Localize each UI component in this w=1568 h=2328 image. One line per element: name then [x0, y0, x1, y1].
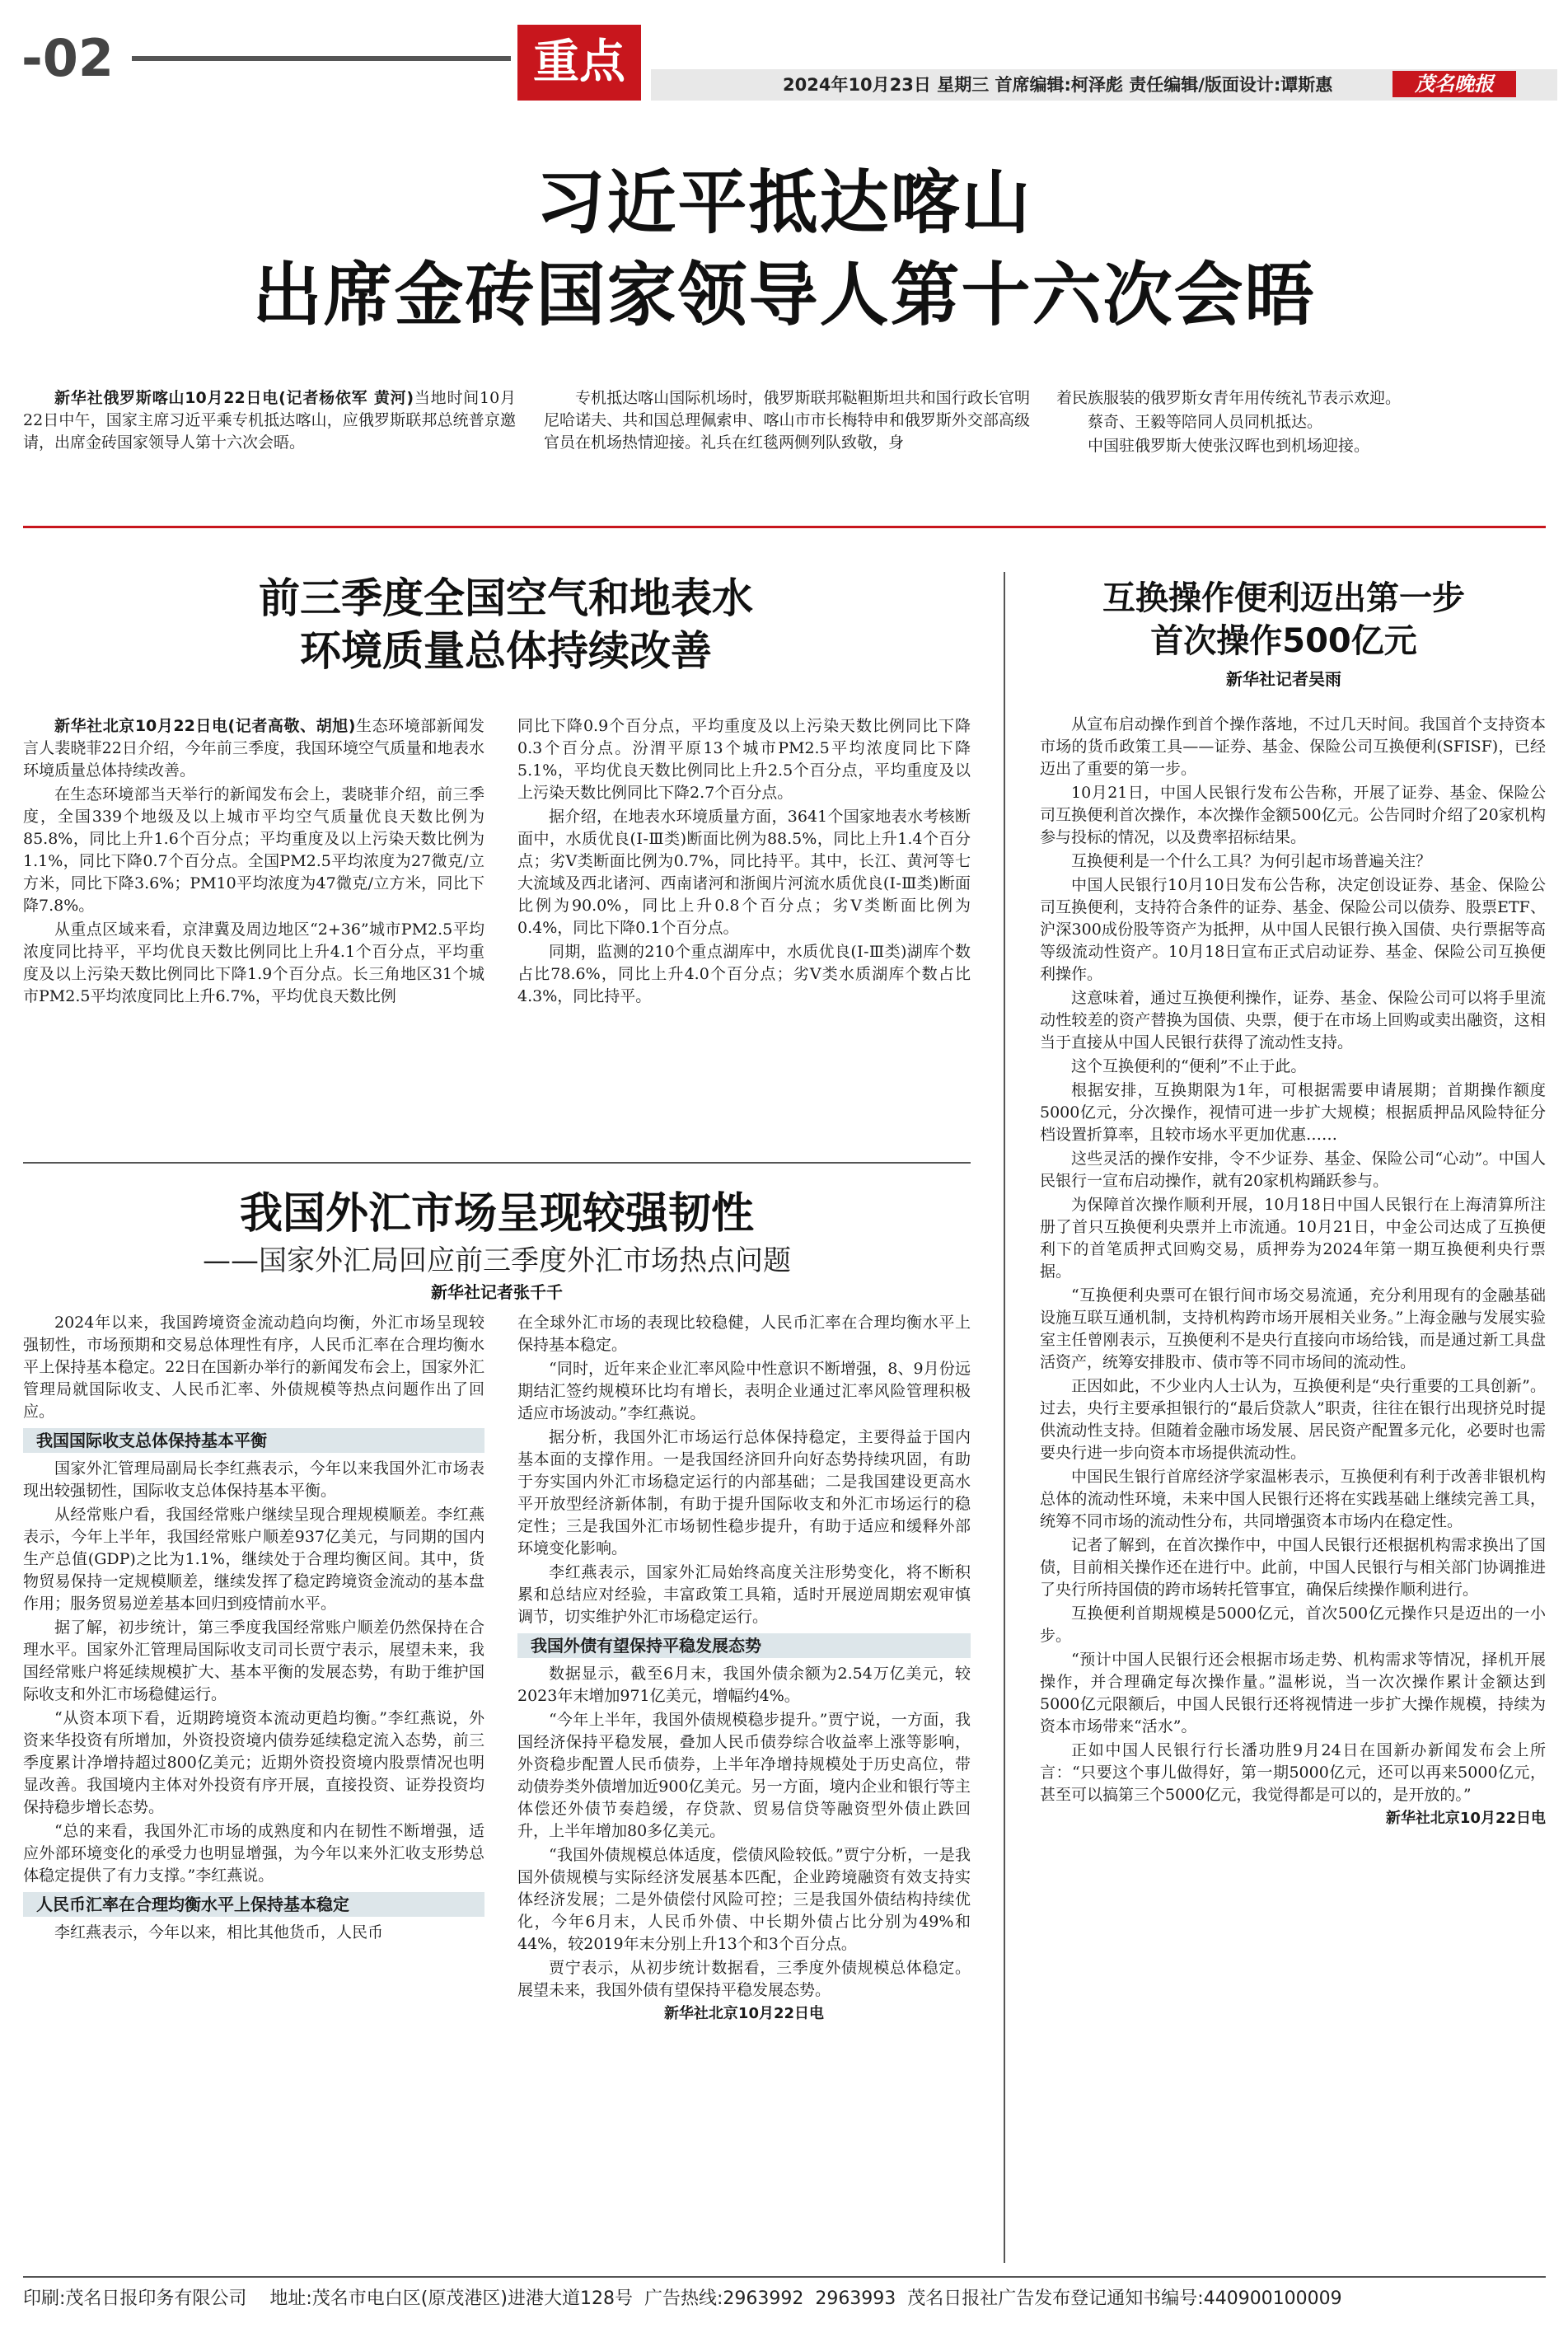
env-paragraph: 据介绍，在地表水环境质量方面，3641个国家地表水考核断面中，水质优良(Ⅰ-Ⅲ类)断面比例为88.5%，同比上升1.4个百分点；劣Ⅴ类断面比例为0.7%，同比持平。其中，长江、黄河等七大流域及西北诸河、西南诸河和浙闽片河流水质优良(Ⅰ-Ⅲ类)断面比例为90.0%，同比上升0.8个百分点；劣Ⅴ类断面比例为0.4%，同比下降0.1个百分点。	[517, 808, 971, 937]
forex-paragraph: 据分析，我国外汇市场运行总体保持稳定，主要得益于国内基本面的支撑作用。一是我国经济回升向好态势持续巩固，有助于夯实国内外汇市场稳定运行的内部基础；二是我国建设更高水平开放型经济新体制，有助于提升国际收支和外汇市场运行的稳定性；三是我国外汇市场韧性稳步提升，有助于适应和缓释外部环境变化影响。	[517, 1428, 971, 1557]
forex-paragraph: 在全球外汇市场的表现比较稳健，人民币汇率在合理均衡水平上保持基本稳定。	[517, 1314, 971, 1354]
swap-headline	[1022, 577, 1546, 663]
forex-col-2	[517, 1312, 971, 2251]
forex-author: 新华社记者张千千	[431, 1282, 563, 1302]
lead-col-2	[544, 387, 1030, 511]
swap-paragraph: 记者了解到，在首次操作中，中国人民银行还根据机构需求换出了国债，目前相关操作还在进行中。此前，中国人民银行与相关部门协调推进了央行所持国债的跨市场转托管事宜，确保后续操作顺利进行。	[1040, 1536, 1546, 1599]
env-dateline: 新华社北京10月22日电(记者高敬、胡旭)	[54, 717, 356, 735]
lead-col-1	[23, 387, 516, 511]
forex-paragraph: “今年上半年，我国外债规模稳步提升。”贾宁说，一方面，我国经济保持平稳发展，叠加人民币债券综合收益率上涨等影响，外资稳步配置人民币债券，上半年净增持规模处于历史高位，带动债券类外债增加近900亿美元。另一方面，境内企业和银行等主体偿还外债节奏趋缓，存贷款、贸易信贷等融资型外债止跌回升，上半年增加80多亿美元。	[517, 1711, 971, 1840]
masthead-logo: 茂名晚报	[1392, 71, 1516, 97]
env-col-2	[517, 715, 971, 1150]
env-headline-line1: 前三季度全国空气和地表水	[259, 574, 753, 622]
swap-paragraph: 这个互换便利的“便利”不止于此。	[1071, 1057, 1307, 1075]
forex-paragraph: 李红燕表示，国家外汇局始终高度关注形势变化，将不断积累和总结应对经验，丰富政策工具箱，适时开展逆周期宏观审慎调节，切实维护外汇市场稳定运行。	[517, 1563, 971, 1626]
env-col-1	[23, 715, 484, 1150]
lead-paragraph: 新华社俄罗斯喀山10月22日电(记者杨依军 黄河)当地时间10月22日中午，国家主席习近平乘专机抵达喀山，应俄罗斯联邦总统普京邀请，出席金砖国家领导人第十六次会晤。	[23, 389, 516, 452]
swap-paragraph: “互换便利央票可在银行间市场交易流通，充分利用现有的金融基础设施互联互通机制，支持机构跨市场开展相关业务。”上海金融与发展实验室主任曾刚表示，互换便利不是央行直接向市场给钱，而是通过新工具盘活资产，统筹安排股市、债市等不同市场间的流动性。	[1040, 1286, 1546, 1371]
swap-headline-line2: 首次操作500亿元	[1150, 622, 1417, 660]
env-paragraph: 在生态环境部当天举行的新闻发布会上，裴晓菲介绍，前三季度，全国339个地级及以上城市平均空气质量优良天数比例为85.8%，同比上升1.6个百分点；平均重度及以上污染天数比例为1.1%，同比下降0.7个百分点。全国PM2.5平均浓度为27微克/立方米，同比下降3.6%；PM10平均浓度为47微克/立方米，同比下降7.8%。	[23, 785, 484, 915]
forex-paragraph: “从资本项下看，近期跨境资本流动更趋均衡。”李红燕说，外资来华投资有所增加，外资投资境内债券延续稳定流入态势，前三季度累计净增持超过800亿美元；近期外资投资境内股票情况也明显改善。我国境内主体对外投资有序开展，直接投资、证券投资均保持稳步增长态势。	[23, 1709, 484, 1816]
forex-paragraph: 从经常账户看，我国经常账户继续呈现合理规模顺差。李红燕表示，今年上半年，我国经常账户顺差937亿美元，与同期的国内生产总值(GDP)之比为1.1%，继续处于合理均衡区间。其中，货物贸易保持一定规模顺差，继续发挥了稳定跨境资金流动的基本盘作用；服务贸易逆差基本回归到疫情前水平。	[23, 1506, 484, 1613]
swap-paragraph: 这些灵活的操作安排，令不少证券、基金、保险公司“心动”。中国人民银行一宣布启动操作，就有20家机构踊跃参与。	[1040, 1150, 1546, 1190]
env-paragraph: 从重点区域来看，京津冀及周边地区“2+36”城市PM2.5平均浓度同比持平，平均优良天数比例同比上升4.1个百分点，平均重度及以上污染天数比例同比下降1.9个百分点。长三角地区31个城市PM2.5平均浓度同比上升6.7%，平均优良天数比例	[23, 920, 484, 1005]
forex-dateline: 新华社北京10月22日电	[663, 2005, 825, 2022]
lead-dateline: 新华社俄罗斯喀山10月22日电(记者杨依军 黄河)	[54, 389, 414, 407]
forex-subtitle: ——国家外汇局回应前三季度外汇市场热点问题	[203, 1244, 791, 1277]
swap-paragraph: 10月21日，中国人民银行发布公告称，开展了证券、基金、保险公司互换便利首次操作，本次操作金额500亿元。公告同时介绍了20家机构参与投标的情况，以及费率招标结果。	[1040, 784, 1546, 846]
swap-headline-line1: 互换操作便利迈出第一步	[1102, 579, 1465, 617]
forex-paragraph: “我国外债规模总体适度，偿债风险较低。”贾宁分析，一是我国外债规模与实际经济发展基本匹配，企业跨境融资有效支持实体经济发展；二是外债偿付风险可控；三是我国外债结构持续优化，今年6月末，人民币外债、中长期外债占比分别为49%和44%，较2019年末分别上升13个和3个百分点。	[517, 1846, 971, 1953]
env-headline	[23, 572, 989, 677]
forex-paragraph: 据了解，初步统计，第三季度我国经常账户顺差仍然保持在合理水平。国家外汇管理局国际收支司司长贾宁表示，展望未来，我国经常账户将延续规模扩大、基本平衡的发展态势，有助于维护国际收支和外汇市场稳健运行。	[23, 1618, 484, 1703]
forex-paragraph: 李红燕表示，今年以来，相比其他货币，人民币	[54, 1923, 384, 1942]
env-bottom-rule	[23, 1162, 971, 1164]
swap-paragraph: 正如中国人民银行行长潘功胜9月24日在国新办新闻发布会上所言：“只要这个事儿做得好，第一期5000亿元，还可以再来5000亿元，甚至可以搞第三个5000亿元，我觉得都是可以的，是开放的。”	[1040, 1741, 1546, 1804]
page-number: -02	[21, 28, 115, 88]
swap-paragraph: 中国民生银行首席经济学家温彬表示，互换便利有利于改善非银机构总体的流动性环境，未来中国人民银行还将在实践基础上继续完善工具，统筹不同市场的流动性分布，共同增强资本市场内在稳定性。	[1040, 1468, 1546, 1530]
env-paragraph: 新华社北京10月22日电(记者高敬、胡旭)生态环境部新闻发言人裴晓菲22日介绍，今年前三季度，我国环境空气质量和地表水环境质量总体持续改善。	[23, 717, 484, 780]
forex-paragraph: 2024年以来，我国跨境资金流动趋向均衡，外汇市场呈现较强韧性，市场预期和交易总体理性有序，人民币汇率在合理均衡水平上保持基本稳定。22日在国新办举行的新闻发布会上，国家外汇管理局就国际收支、人民币汇率、外债规模等热点问题作出了回应。	[23, 1314, 484, 1421]
swap-dateline: 新华社北京10月22日电	[1385, 1810, 1546, 1827]
lead-headline-line1: 习近平抵达喀山	[536, 162, 1032, 243]
swap-paragraph: 根据安排，互换期限为1年，可根据需要申请展期；首期操作额度5000亿元，分次操作，视情可进一步扩大规模；根据质押品风险特征分档设置折算率，且较市场水平更加优惠……	[1040, 1081, 1546, 1144]
forex-paragraph: “总的来看，我国外汇市场的成熟度和内在韧性不断增强，适应外部环境变化的承受力也明显增强，为今年以来外汇收支形势总体稳定提供了有力支撑。”李红燕说。	[23, 1822, 484, 1885]
forex-subhead-balance: 我国国际收支总体保持基本平衡	[23, 1428, 484, 1453]
header-info: 2024年10月23日 星期三 首席编辑:柯泽彪 责任编辑/版面设计:谭斯惠	[783, 75, 1333, 95]
section-tag: 重点	[517, 25, 641, 101]
lead-paragraph: 着民族服装的俄罗斯女青年用传统礼节表示欢迎。	[1056, 389, 1402, 407]
swap-paragraph: 中国人民银行10月10日发布公告称，决定创设证券、基金、保险公司互换便利，支持符合条件的证券、基金、保险公司以债券、股票ETF、沪深300成份股等资产为抵押，从中国人民银行换入国债、央行票据等高等级流动性资产。10月18日宣布正式启动证券、基金、保险公司互换便利操作。	[1040, 876, 1546, 983]
swap-paragraph: “预计中国人民银行还会根据市场走势、机构需求等情况，择机开展操作，并合理确定每次操作量。”温彬说，当一次次操作累计金额达到5000亿元限额后，中国人民银行还将视情进一步扩大操作规模，持续为资本市场带来“活水”。	[1040, 1651, 1546, 1735]
forex-headline: 我国外汇市场呈现较强韧性	[239, 1189, 754, 1239]
swap-paragraph: 为保障首次操作顺利开展，10月18日中国人民银行在上海清算所注册了首只互换便利央票并上市流通。10月21日，中金公司达成了互换便利下的首笔质押式回购交易，质押券为2024年第一期互换便利央行票据。	[1040, 1196, 1546, 1281]
lead-paragraph: 专机抵达喀山国际机场时，俄罗斯联邦鞑靼斯坦共和国行政长官明尼哈诺夫、共和国总理佩索申、喀山市市长梅特申和俄罗斯外交部高级官员在机场热情迎接。礼兵在红毯两侧列队致敬，身	[544, 389, 1030, 452]
env-paragraph: 同期，监测的210个重点湖库中，水质优良(Ⅰ-Ⅲ类)湖库个数占比78.6%，同比上升4.0个百分点；劣Ⅴ类水质湖库个数占比4.3%，同比持平。	[517, 943, 971, 1005]
forex-paragraph: 贾宁表示，从初步统计数据看，三季度外债规模总体稳定。展望未来，我国外债有望保持平稳发展态势。	[517, 1959, 971, 1999]
lead-red-rule	[23, 526, 1546, 528]
swap-col	[1040, 714, 1546, 2271]
forex-paragraph: “同时，近年来企业汇率风险中性意识不断增强，8、9月份远期结汇签约规模环比均有增长，表明企业通过汇率风险管理积极适应市场波动。”李红燕说。	[517, 1360, 971, 1422]
forex-col-1	[23, 1312, 484, 2251]
env-paragraph: 同比下降0.9个百分点，平均重度及以上污染天数比例同比下降0.3个百分点。汾渭平原13个城市PM2.5平均浓度同比下降5.1%，平均优良天数比例同比上升2.5个百分点，平均重度及以上污染天数比例同比下降2.7个百分点。	[517, 717, 971, 802]
footer-rule	[23, 2276, 1546, 2278]
env-headline-line2: 环境质量总体持续改善	[300, 627, 712, 675]
footer-info: 印刷:茂名日报印务有限公司 地址:茂名市电白区(原茂港区)进港大道128号 广告热线:2963992 2963993 茂名日报社广告发布登记通知书编号:440900100009	[23, 2288, 1342, 2309]
forex-subhead-debt: 我国外债有望保持平稳发展态势	[517, 1633, 971, 1658]
swap-paragraph: 这意味着，通过互换便利操作，证券、基金、保险公司可以将手里流动性较差的资产替换为国债、央票，便于在市场上回购或卖出融资，这相当于直接从中国人民银行获得了流动性支持。	[1040, 989, 1546, 1052]
forex-paragraph: 数据显示，截至6月末，我国外债余额为2.54万亿美元，较2023年末增加971亿美元，增幅约4%。	[517, 1665, 971, 1705]
lead-headline-line2: 出席金砖国家领导人第十六次会晤	[252, 255, 1316, 335]
lead-headline	[0, 157, 1568, 341]
swap-paragraph: 互换便利是一个什么工具？为何引起市场普遍关注？	[1071, 852, 1432, 870]
forex-paragraph: 国家外汇管理局副局长李红燕表示，今年以来我国外汇市场表现出较强韧性，国际收支总体保持基本平衡。	[23, 1459, 484, 1500]
swap-paragraph: 互换便利首期规模是5000亿元，首次500亿元操作只是迈出的一小步。	[1040, 1604, 1546, 1645]
forex-subhead-rmb: 人民币汇率在合理均衡水平上保持基本稳定	[23, 1892, 484, 1917]
lead-paragraph: 蔡奇、王毅等陪同人员同机抵达。	[1088, 413, 1323, 431]
swap-author: 新华社记者吴雨	[1226, 669, 1341, 689]
page-header	[0, 0, 1568, 99]
header-gray-rule	[132, 56, 511, 61]
lead-paragraph: 中国驻俄罗斯大使张汉晖也到机场迎接。	[1088, 437, 1370, 455]
swap-paragraph: 从宣布启动操作到首个操作落地，不过几天时间。我国首个支持资本市场的货币政策工具——证券、基金、保险公司互换便利(SFISF)，已经迈出了重要的第一步。	[1040, 715, 1546, 778]
column-divider	[1004, 572, 1005, 2263]
lead-col-3	[1056, 387, 1546, 511]
swap-paragraph: 正因如此，不少业内人士认为，互换便利是“央行重要的工具创新”。过去，央行主要承担银行的“最后贷款人”职责，往往在银行出现挤兑时提供流动性支持。但随着金融市场发展、居民资产配置多元化，必要时也需要央行进一步向资本市场提供流动性。	[1040, 1377, 1546, 1462]
